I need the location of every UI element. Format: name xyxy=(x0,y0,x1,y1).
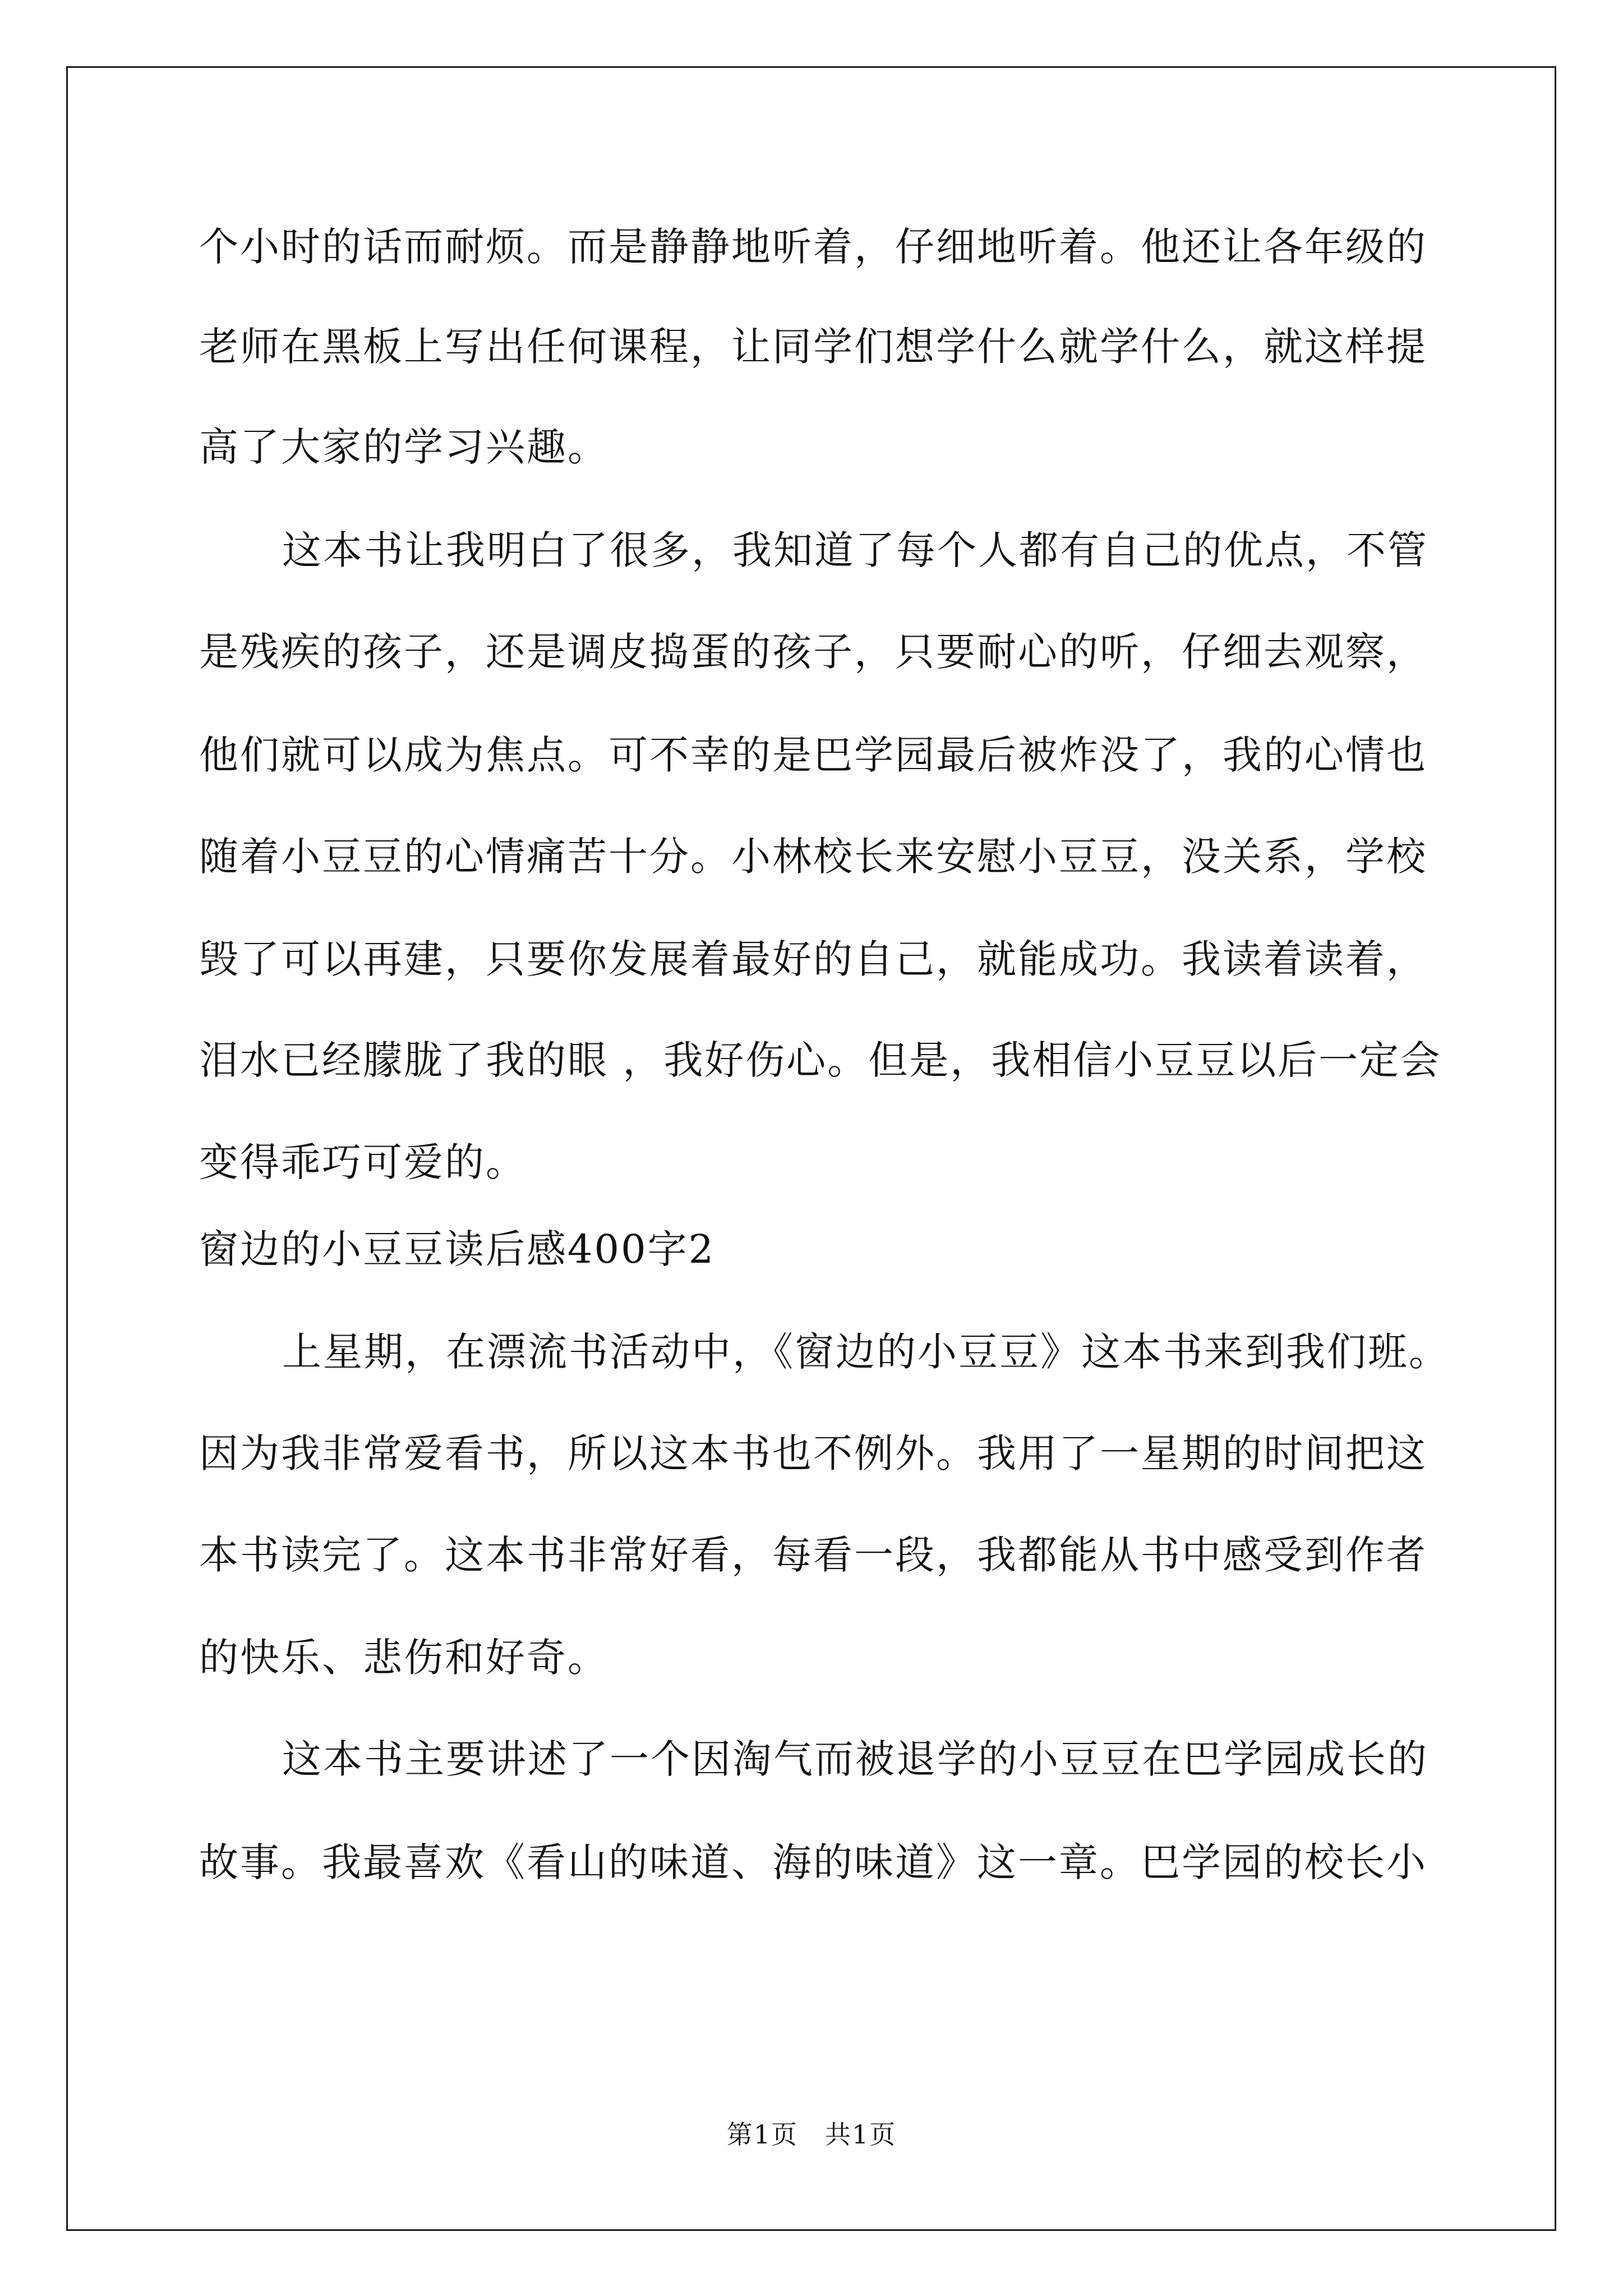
body-text-line: 变得乖巧可爱的。 xyxy=(199,1139,527,1185)
body-text-line: 因为我非常爱看书，所以这本书也不例外。我用了一星期的时间把这 xyxy=(199,1430,1427,1476)
body-text-line: 这本书让我明白了很多，我知道了每个人都有自己的优点，不管 xyxy=(282,527,1428,573)
body-text-line: 是残疾的孩子，还是调皮捣蛋的孩子，只要耐心的听，仔细去观察， xyxy=(199,629,1427,675)
section-heading: 窗边的小豆豆读后感400字2 xyxy=(199,1226,716,1272)
body-text-line: 泪水已经朦胧了我的眼 ，我好伤心。但是，我相信小豆豆以后一定会 xyxy=(199,1037,1442,1083)
body-text-line: 老师在黑板上写出任何课程，让同学们想学什么就学什么，就这样提 xyxy=(199,324,1427,370)
body-text-line: 上星期，在漂流书活动中，《窗边的小豆豆》这本书来到我们班。 xyxy=(282,1329,1450,1375)
body-text-line: 故事。我最喜欢《看山的味道、海的味道》这一章。巴学园的校长小 xyxy=(199,1839,1427,1885)
body-text-line: 这本书主要讲述了一个因淘气而被退学的小豆豆在巴学园成长的 xyxy=(282,1736,1428,1782)
body-text-line: 随着小豆豆的心情痛苦十分。小林校长来安慰小豆豆，没关系，学校 xyxy=(199,834,1427,880)
body-text-line: 的快乐、悲伤和好奇。 xyxy=(199,1635,608,1681)
body-text-line: 他们就可以成为焦点。可不幸的是巴学园最后被炸没了，我的心情也 xyxy=(199,732,1427,778)
body-text-line: 个小时的话而耐烦。而是静静地听着，仔细地听着。他还让各年级的 xyxy=(199,224,1427,270)
page-number-footer: 第1页 共1页 xyxy=(726,2119,897,2150)
body-text-line: 本书读完了。这本书非常好看，每看一段，我都能从书中感受到作者 xyxy=(199,1532,1427,1578)
body-text-line: 高了大家的学习兴趣。 xyxy=(199,424,608,470)
body-text-line: 毁了可以再建，只要你发展着最好的自己，就能成功。我读着读着， xyxy=(199,936,1427,982)
